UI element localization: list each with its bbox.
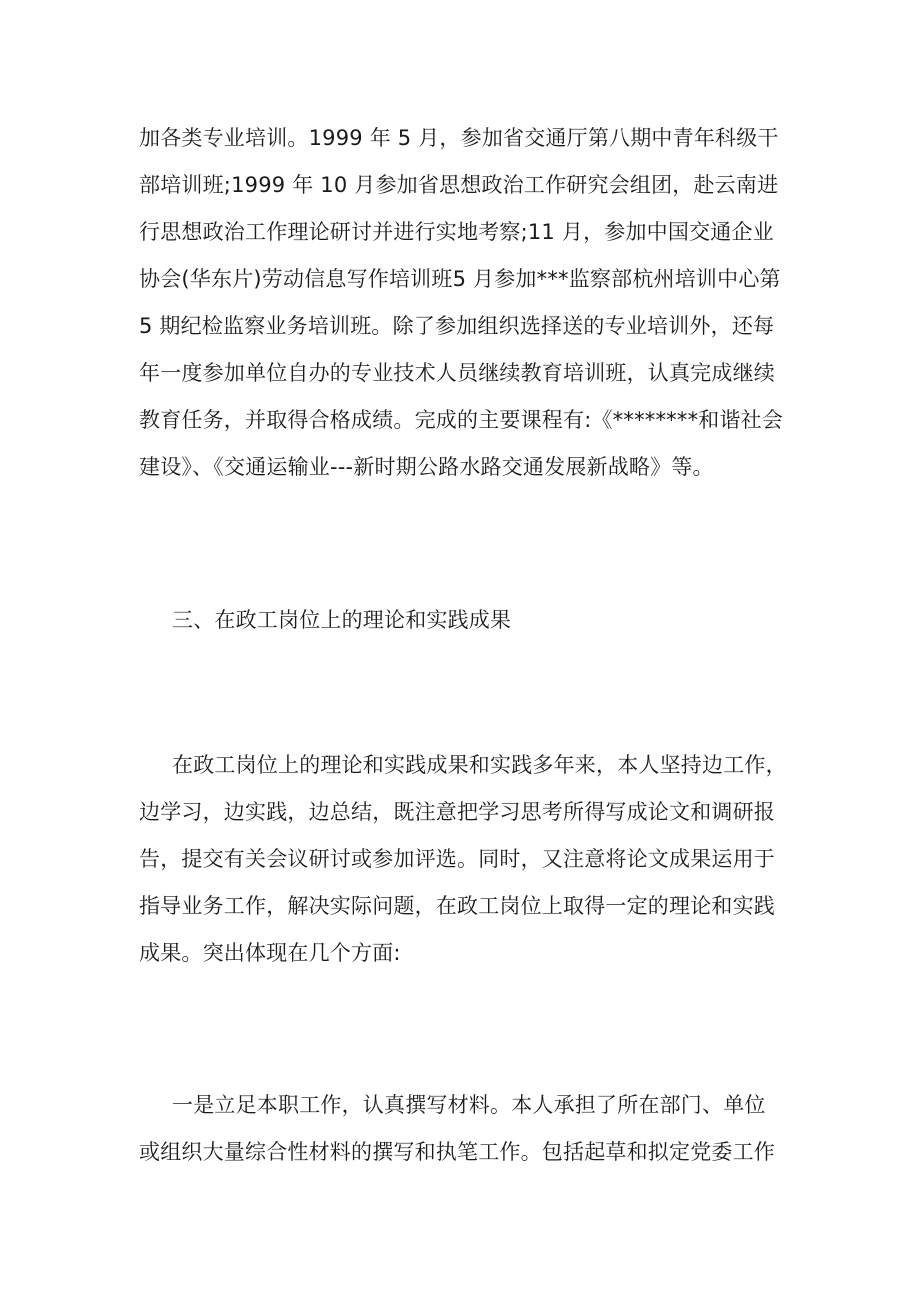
paragraph-line: 成果。突出体现在几个方面:: [139, 941, 401, 965]
paragraph-line: 协会(华东片)劳动信息写作培训班5 月参加***监察部杭州培训中心第: [139, 267, 781, 291]
section-heading: 三、在政工岗位上的理论和实践成果: [172, 608, 512, 632]
paragraph-line: 在政工岗位上的理论和实践成果和实践多年来，本人坚持边工作，: [172, 753, 787, 777]
paragraph-line: 或组织大量综合性材料的撰写和执笔工作。包括起草和拟定党委工作: [139, 1140, 775, 1164]
paragraph-line: 部培训班;1999 年 10 月参加省思想政治工作研究会组团，赴云南进: [139, 173, 779, 197]
paragraph-line: 加各类专业培训。1999 年 5 月，参加省交通厅第八期中青年科级干: [139, 126, 779, 150]
paragraph-line: 年一度参加单位自办的专业技术人员继续教育培训班，认真完成继续: [139, 361, 775, 385]
paragraph-line: 行思想政治工作理论研讨并进行实地考察;11 月，参加中国交通企业: [139, 220, 774, 244]
paragraph-line: 指导业务工作，解决实际问题，在政工岗位上取得一定的理论和实践: [139, 894, 775, 918]
paragraph-line: 一是立足本职工作，认真撰写材料。本人承担了所在部门、单位: [172, 1093, 766, 1117]
paragraph-line: 5 期纪检监察业务培训班。除了参加组织选择送的专业培训外，还每: [139, 314, 775, 338]
paragraph-line: 教育任务，并取得合格成绩。完成的主要课程有:《********和谐社会: [139, 408, 784, 432]
paragraph-line: 告，提交有关会议研讨或参加评选。同时，又注意将论文成果运用于: [139, 847, 775, 871]
paragraph-line: 边学习，边实践，边总结，既注意把学习思考所得写成论文和调研报: [139, 800, 775, 824]
paragraph-line: 建设》、《交通运输业---新时期公路水路交通发展新战略》等。: [139, 455, 714, 479]
